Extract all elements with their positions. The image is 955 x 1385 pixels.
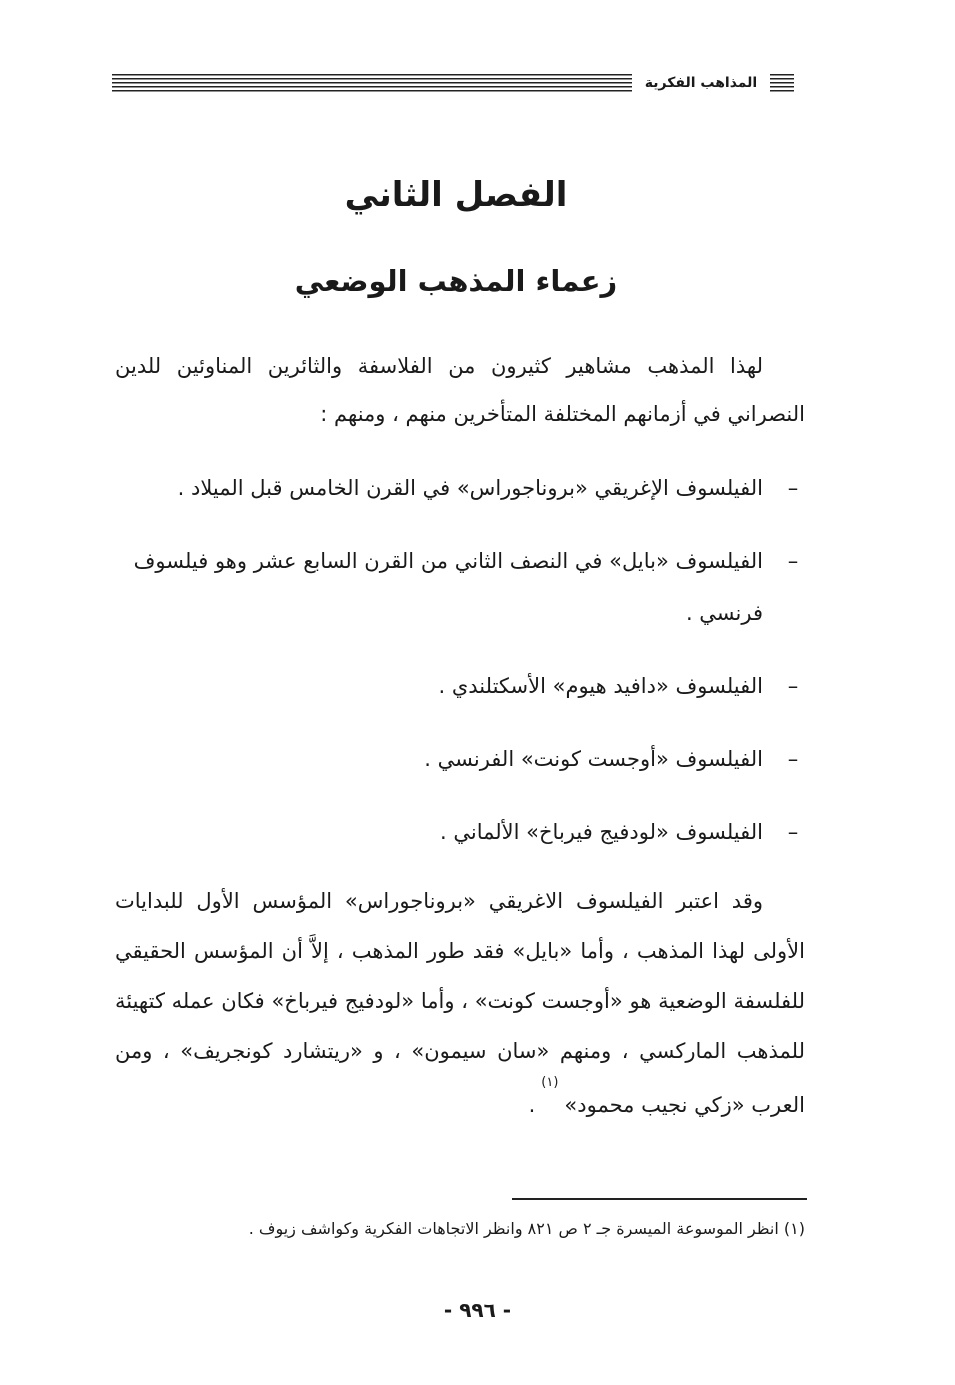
- running-header-title: المذاهب الفكرية: [644, 75, 758, 91]
- list-item-text: الفيلسوف «لودفيج فيرباخ» الألماني .: [440, 820, 763, 844]
- list-item-text: الفيلسوف «أوجست كونت» الفرنسي .: [424, 747, 763, 771]
- list-item-text: الفيلسوف الإغريقي «بروناجوراس» في القرن الخامس قبل الميلاد .: [177, 476, 763, 500]
- header-ornament-icon: [770, 74, 794, 92]
- list-item: [115, 806, 805, 858]
- footnote-text: (١) انظر الموسوعة الميسرة جـ ٢ ص ٨٢١ وانظر الاتجاهات الفكرية وكواشف زيوف .: [248, 1219, 805, 1238]
- running-header: [112, 70, 794, 96]
- list-item: [115, 733, 805, 785]
- closing-paragraph: [115, 876, 805, 1130]
- closing-paragraph-text: وقد اعتبر الفيلسوف الاغريقي «بروناجوراس» المؤسس الأول للبدايات الأولى لهذا المذهب ، وأما «بايل» فقد طور المذهب ، إلاَّ أن المؤسس الحقيقي للفلسفة الوضعية هو «أوجست كونت» ، وأما «لودفيج فيرباخ» فكان عمله كتهيئة للمذهب الماركسي ، ومنهم «سان سيمون» ، و «ريتشارد كونجريف» ، ومن العرب «زكي نجيب محمود»: [115, 889, 805, 1117]
- bullet-dash: –: [787, 674, 799, 698]
- header-rule-lines: [112, 74, 632, 94]
- list-item: [115, 535, 805, 639]
- page-number: - ٩٩٦ -: [443, 1298, 512, 1322]
- intro-paragraph: لهذا المذهب مشاهير كثيرون من الفلاسفة والثائرين المناوئين للدين النصراني في أزمانهم المختلفة المتأخرين منهم ، ومنهم :: [115, 354, 805, 426]
- list-item-text: الفيلسوف «دافيد هيوم» الأسكتلندي .: [438, 674, 763, 698]
- list-item: [115, 462, 805, 514]
- footnote-reference[interactable]: (١): [541, 1075, 559, 1090]
- footnote-divider: [512, 1198, 807, 1200]
- closing-paragraph-end: .: [528, 1093, 536, 1117]
- chapter-subtitle: زعماء المذهب الوضعي: [294, 264, 618, 298]
- philosophers-list: [115, 462, 805, 879]
- chapter-title: الفصل الثاني: [344, 175, 568, 215]
- bullet-dash: –: [787, 747, 799, 771]
- list-item: [115, 660, 805, 712]
- bullet-dash: –: [787, 476, 799, 500]
- bullet-dash: –: [787, 820, 799, 844]
- list-item-text: الفيلسوف «بايل» في النصف الثاني من القرن السابع عشر وهو فيلسوف فرنسي .: [133, 549, 763, 625]
- bullet-dash: –: [787, 549, 799, 573]
